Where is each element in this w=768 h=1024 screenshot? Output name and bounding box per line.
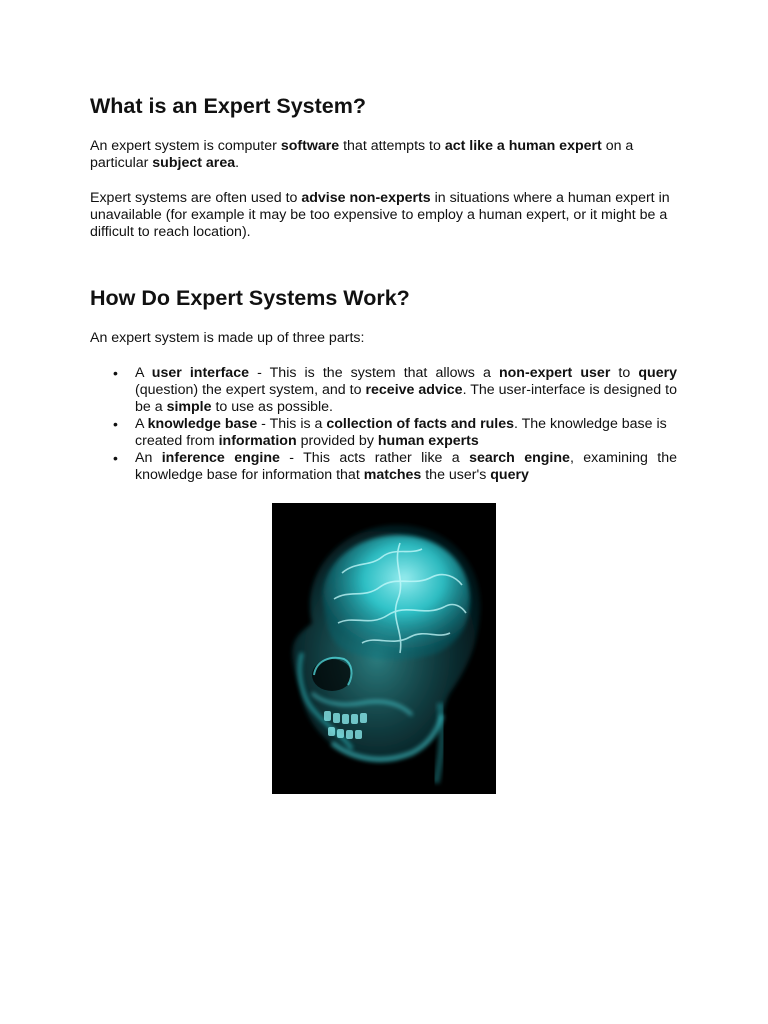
list-item-user-interface — [113, 365, 677, 416]
text-run: the user's — [421, 467, 491, 483]
parts-list — [113, 365, 677, 484]
list-item-knowledge-base — [113, 416, 677, 450]
bold-run: inference engine — [161, 450, 280, 466]
bold-run: receive advice — [365, 382, 463, 398]
text-run: - This is a — [257, 416, 327, 432]
bold-run: search engine — [469, 450, 570, 466]
bold-run: collection of facts and rules — [326, 416, 514, 432]
bold-run: subject area — [152, 155, 236, 172]
text-run: . — [235, 155, 240, 172]
text-run: Expert systems are often used to — [90, 190, 302, 206]
heading-what-is-expert-system: What is an Expert System? — [90, 94, 366, 118]
bold-run: software — [280, 138, 340, 154]
text-run: in situations where a human expert in unavailable (for example it may be too expensive to employ a human expert, or it might be a difficult to reach location). — [90, 190, 670, 241]
bold-run: act like a human expert — [444, 138, 602, 154]
list-item-inference-engine — [113, 450, 677, 484]
bold-run: query — [490, 467, 529, 483]
bold-run: simple — [166, 399, 212, 415]
text-run: - This acts rather like a — [279, 450, 470, 466]
text-run: to use as possible. — [211, 399, 333, 415]
skull-brain-icon — [272, 503, 496, 794]
text-run: A — [135, 416, 148, 432]
bold-run: knowledge base — [147, 416, 258, 432]
text-run: (question) the expert system, and to — [135, 382, 366, 398]
text-run: on a particular — [90, 138, 634, 172]
text-run: An — [135, 450, 162, 466]
bold-run: query — [638, 365, 677, 381]
xray-skull-image — [272, 503, 496, 794]
bold-run: user interface — [151, 365, 249, 381]
text-run: . The knowledge base is created from — [135, 416, 667, 449]
paragraph-definition — [90, 138, 676, 172]
paragraph-parts-intro: An expert system is made up of three parts: — [90, 330, 365, 346]
bold-run: non-expert user — [498, 365, 611, 381]
text-run: , examining the knowledge base for information that — [135, 450, 678, 483]
text-run: - This is the system that allows a — [248, 365, 499, 381]
text-run: . The user-interface is designed to be a — [135, 382, 678, 415]
text-run: An expert system is computer — [90, 138, 281, 154]
text-run: provided by — [296, 433, 378, 449]
text-run: A — [135, 365, 152, 381]
bold-run: human experts — [377, 433, 479, 449]
bold-run: matches — [363, 467, 422, 483]
bold-run: advise non-experts — [301, 190, 431, 206]
heading-how-expert-systems-work: How Do Expert Systems Work? — [90, 286, 410, 310]
text-run: that attempts to — [339, 138, 445, 154]
text-run: to — [610, 365, 639, 381]
paragraph-usage — [90, 190, 676, 242]
bold-run: information — [218, 433, 297, 449]
